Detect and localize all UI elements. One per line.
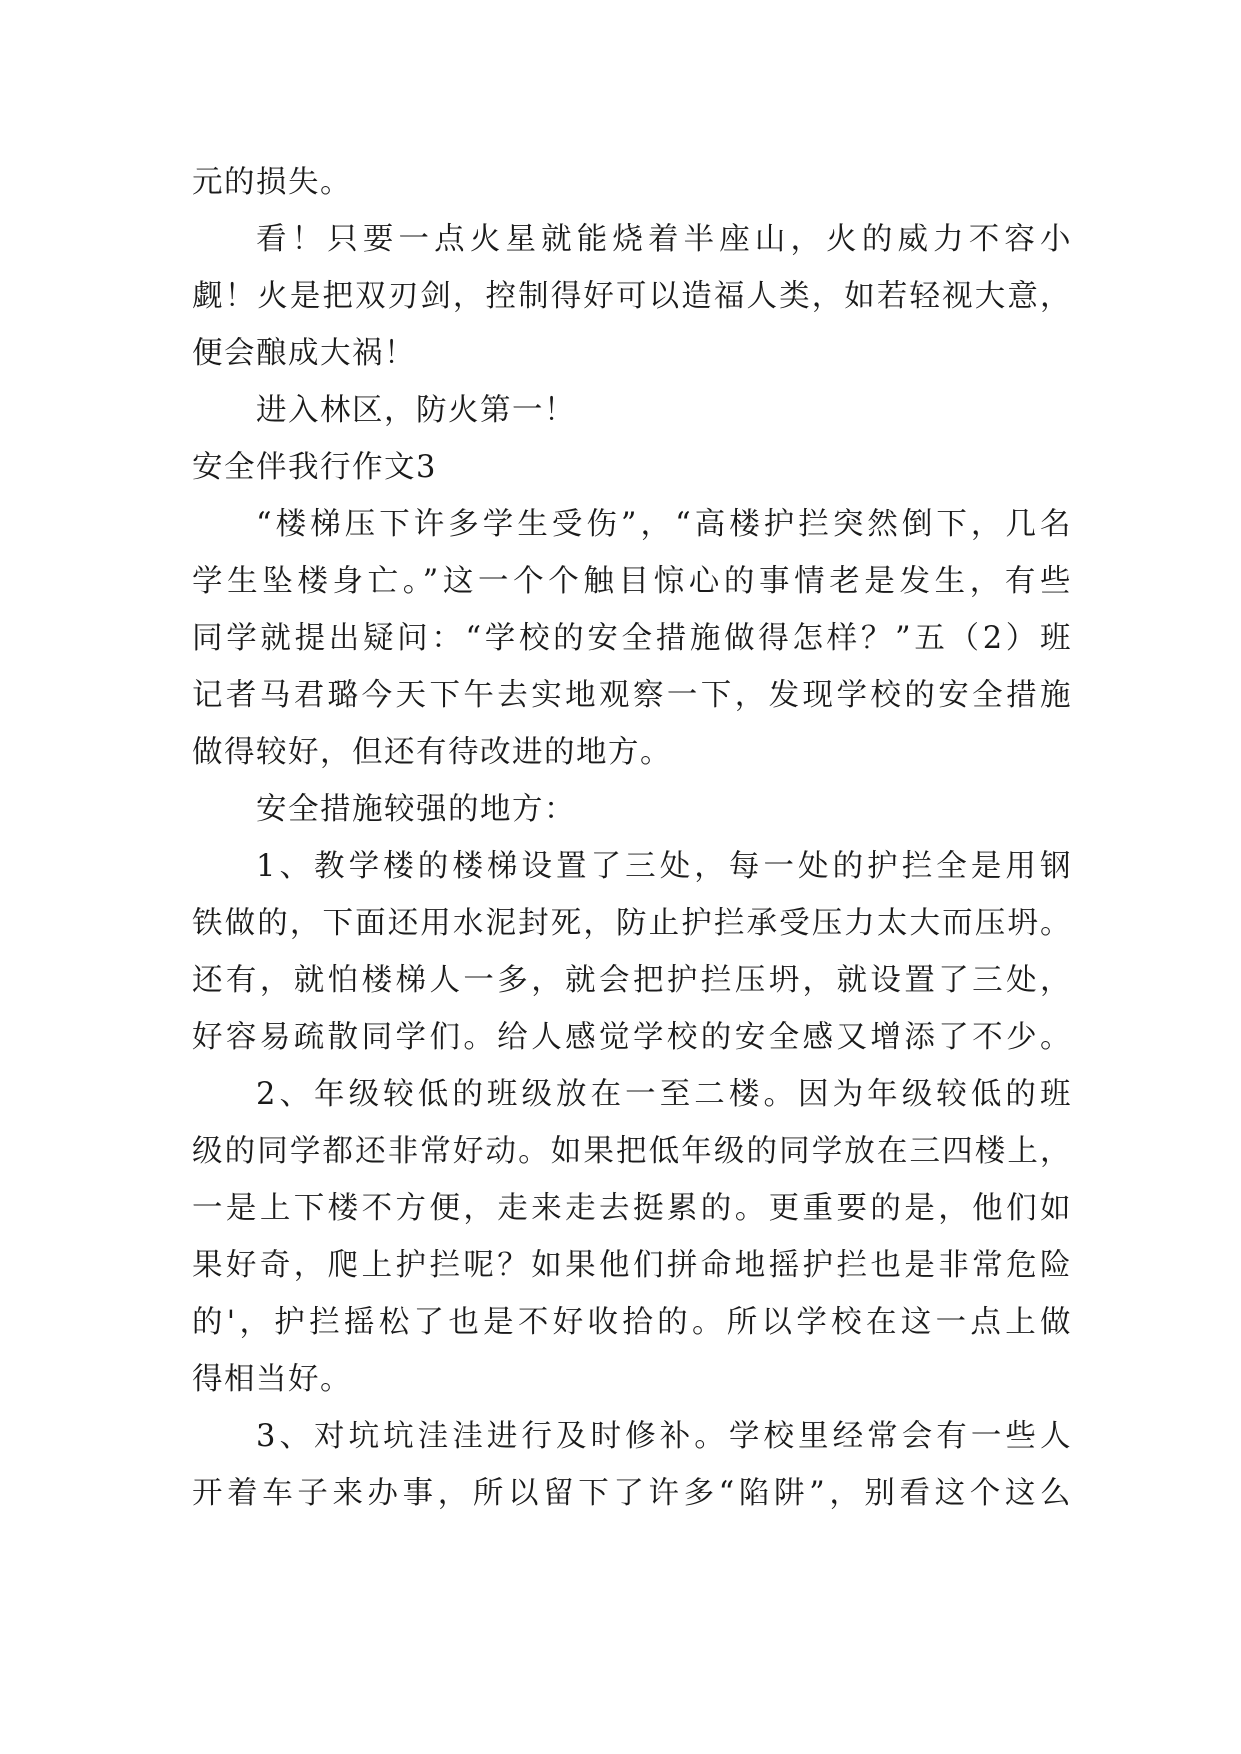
text-line: 还有，就怕楼梯人一多，就会把护拦压坍，就设置了三处， xyxy=(192,963,1072,998)
section-heading: 安全伴我行作文3 xyxy=(192,450,437,485)
text-line: 开着车子来办事，所以留下了许多“陷阱”，别看这个这么 xyxy=(192,1476,1072,1511)
text-line: 学生坠楼身亡。”这一个个触目惊心的事情老是发生，有些 xyxy=(192,564,1072,599)
text-line: 级的同学都还非常好动。如果把低年级的同学放在三四楼上， xyxy=(192,1134,1072,1169)
text-line: 做得较好，但还有待改进的地方。 xyxy=(192,735,672,770)
text-line: 果好奇，爬上护拦呢？如果他们拼命地摇护拦也是非常危险 xyxy=(192,1248,1072,1283)
text-line: 看！只要一点火星就能烧着半座山，火的威力不容小 xyxy=(256,222,1072,257)
text-line: 觑！火是把双刃剑，控制得好可以造福人类，如若轻视大意， xyxy=(192,279,1072,314)
text-line: 进入林区，防火第一！ xyxy=(256,393,576,428)
text-line: 好容易疏散同学们。给人感觉学校的安全感又增添了不少。 xyxy=(192,1020,1072,1055)
text-line: 记者马君璐今天下午去实地观察一下，发现学校的安全措施 xyxy=(192,678,1072,713)
text-line: 得相当好。 xyxy=(192,1362,352,1397)
text-line: 2、年级较低的班级放在一至二楼。因为年级较低的班 xyxy=(256,1077,1072,1112)
text-line: 便会酿成大祸！ xyxy=(192,336,416,371)
text-line: “楼梯压下许多学生受伤”，“高楼护拦突然倒下，几名 xyxy=(256,507,1072,542)
text-line: 铁做的，下面还用水泥封死，防止护拦承受压力太大而压坍。 xyxy=(192,906,1072,941)
text-line: 同学就提出疑问：“学校的安全措施做得怎样？”五（2）班 xyxy=(192,621,1072,656)
text-line: 1、教学楼的楼梯设置了三处，每一处的护拦全是用钢 xyxy=(256,849,1072,884)
text-line: 安全措施较强的地方： xyxy=(256,792,576,827)
text-line: 3、对坑坑洼洼进行及时修补。学校里经常会有一些人 xyxy=(256,1419,1072,1454)
text-line: 元的损失。 xyxy=(192,165,352,200)
text-line: 一是上下楼不方便，走来走去挺累的。更重要的是，他们如 xyxy=(192,1191,1072,1226)
text-line: 的'，护拦摇松了也是不好收拾的。所以学校在这一点上做 xyxy=(192,1305,1072,1340)
